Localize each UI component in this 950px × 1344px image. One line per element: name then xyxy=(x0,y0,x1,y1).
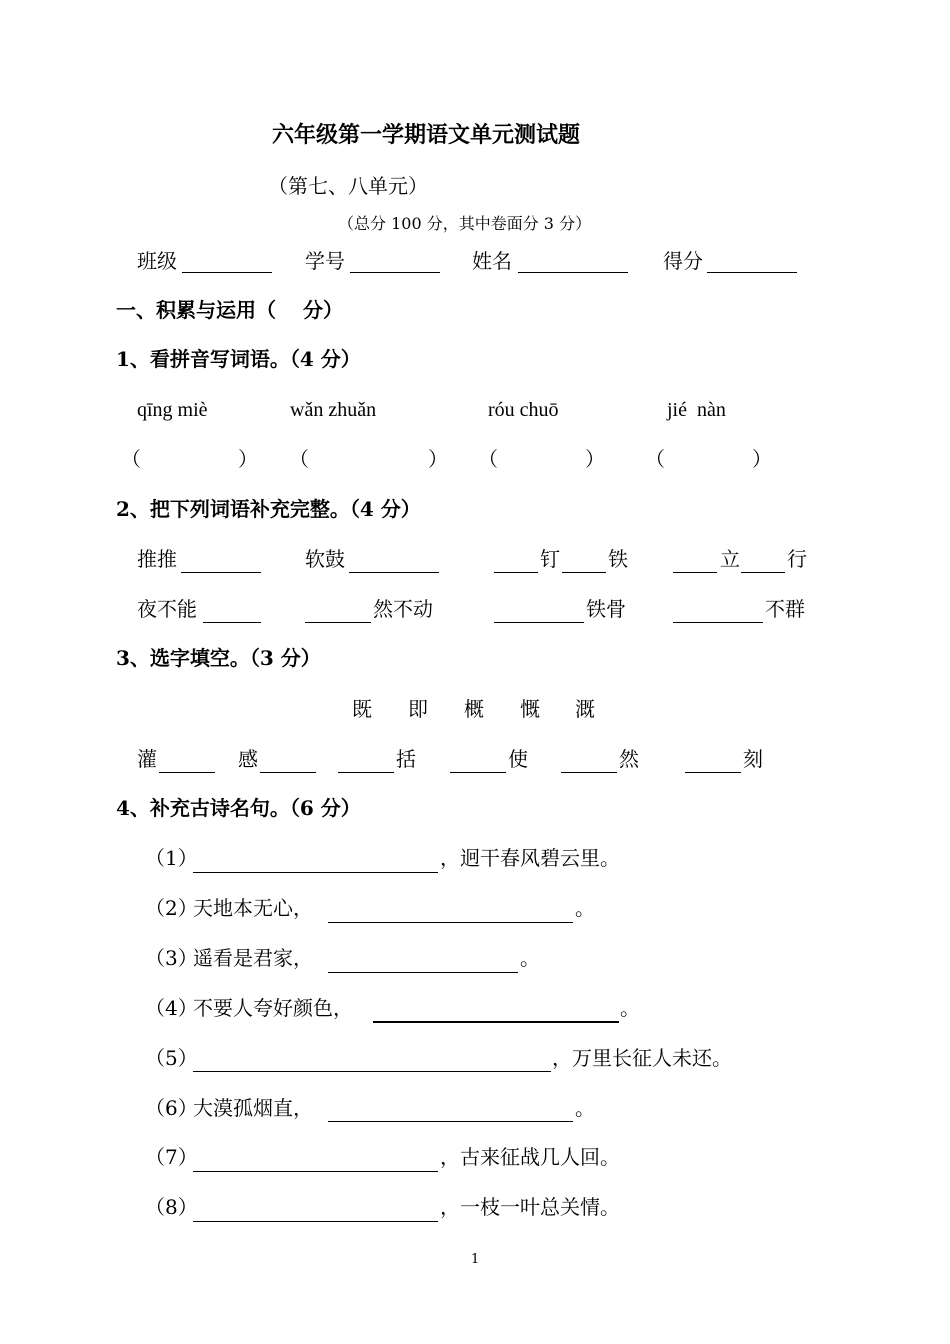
answer-paren-open: （ xyxy=(121,447,141,471)
choice-char: 概 xyxy=(464,697,484,721)
poem-text: 大漠孤烟直， xyxy=(193,1096,313,1120)
score-label: 得分 xyxy=(663,249,703,273)
answer-paren-open: （ xyxy=(478,447,498,471)
idiom-blank[interactable] xyxy=(741,572,785,573)
fill-blank[interactable] xyxy=(450,772,506,773)
idiom-char: 立 xyxy=(720,547,740,571)
fill-blank[interactable] xyxy=(260,772,316,773)
poem-text: 。 xyxy=(575,1096,595,1120)
pinyin-2: wǎn zhuǎn xyxy=(290,399,377,421)
poem-text: 。 xyxy=(620,996,640,1020)
fill-blank[interactable] xyxy=(338,772,394,773)
poem-blank[interactable] xyxy=(193,1171,438,1172)
poem-text: ，一枝一叶总关情。 xyxy=(440,1195,620,1219)
question-3-heading: 3、选字填空。（3 分） xyxy=(116,646,321,670)
student-number-label: 学号 xyxy=(305,249,345,273)
poem-item-number: （4） xyxy=(145,996,198,1020)
name-field[interactable] xyxy=(518,272,628,273)
answer-paren-open: （ xyxy=(645,447,665,471)
answer-paren-open: （ xyxy=(289,447,309,471)
idiom-blank[interactable] xyxy=(494,572,538,573)
poem-blank[interactable] xyxy=(193,1221,438,1222)
poem-text: ，万里长征人未还。 xyxy=(552,1046,732,1070)
poem-text: 不要人夸好颜色， xyxy=(193,996,353,1020)
student-number-field[interactable] xyxy=(350,272,440,273)
choice-char: 既 xyxy=(352,697,372,721)
pinyin-1: qīng miè xyxy=(137,399,208,421)
idiom-blank[interactable] xyxy=(494,622,584,623)
idiom-suffix: 铁骨 xyxy=(586,597,626,621)
poem-text: ，古来征战几人回。 xyxy=(440,1145,620,1169)
answer-paren-close: ） xyxy=(752,447,772,471)
class-label: 班级 xyxy=(137,249,177,273)
idiom-blank[interactable] xyxy=(673,572,717,573)
poem-item-number: （3） xyxy=(145,946,198,970)
section-heading: 一、积累与运用（ 分） xyxy=(116,298,343,322)
poem-item-number: （1） xyxy=(145,846,198,870)
idiom-blank[interactable] xyxy=(349,572,439,573)
idiom-suffix: 然不动 xyxy=(373,597,433,621)
poem-item-number: （8） xyxy=(145,1195,198,1219)
question-2-heading: 2、把下列词语补充完整。（4 分） xyxy=(116,497,421,521)
fill-char: 括 xyxy=(396,747,416,771)
pinyin-4: jié nàn xyxy=(667,399,726,421)
answer-paren-close: ） xyxy=(428,447,448,471)
question-1-heading: 1、看拼音写词语。（4 分） xyxy=(116,347,361,371)
idiom-blank[interactable] xyxy=(562,572,606,573)
poem-blank[interactable] xyxy=(328,972,518,973)
fill-char: 灌 xyxy=(137,747,157,771)
poem-item-number: （7） xyxy=(145,1145,198,1169)
idiom-suffix: 不群 xyxy=(765,597,805,621)
poem-text: 。 xyxy=(520,946,540,970)
fill-char: 刻 xyxy=(743,747,763,771)
fill-blank[interactable] xyxy=(561,772,617,773)
poem-text: 遥看是君家， xyxy=(193,946,313,970)
idiom-blank[interactable] xyxy=(673,622,763,623)
poem-item-number: （6） xyxy=(145,1096,198,1120)
choice-char: 即 xyxy=(408,697,428,721)
question-4-heading: 4、补充古诗名句。（6 分） xyxy=(116,796,361,820)
fill-blank[interactable] xyxy=(159,772,215,773)
pinyin-3: róu chuō xyxy=(488,399,559,421)
fill-char: 然 xyxy=(619,747,639,771)
poem-text: 。 xyxy=(575,896,595,920)
idiom-blank[interactable] xyxy=(203,622,261,623)
choice-char: 慨 xyxy=(520,697,540,721)
answer-paren-close: ） xyxy=(238,447,258,471)
choice-char: 溉 xyxy=(575,697,595,721)
score-note: （总分 100 分，其中卷面分 3 分） xyxy=(338,214,592,233)
poem-blank[interactable] xyxy=(373,1021,619,1023)
poem-text: 天地本无心， xyxy=(193,896,313,920)
poem-blank[interactable] xyxy=(193,872,438,873)
class-field[interactable] xyxy=(182,272,272,273)
idiom-prefix: 软鼓 xyxy=(305,547,345,571)
poem-item-number: （2） xyxy=(145,896,198,920)
score-field[interactable] xyxy=(707,272,797,273)
idiom-char: 行 xyxy=(787,547,807,571)
page-title: 六年级第一学期语文单元测试题 xyxy=(272,122,581,148)
poem-item-number: （5） xyxy=(145,1046,198,1070)
fill-char: 感 xyxy=(238,747,258,771)
idiom-char: 铁 xyxy=(608,547,628,571)
idiom-prefix: 夜不能 xyxy=(137,597,197,621)
unit-subtitle: （第七、八单元） xyxy=(268,174,428,198)
poem-blank[interactable] xyxy=(328,1121,573,1122)
poem-text: ，迥干春风碧云里。 xyxy=(440,846,620,870)
idiom-blank[interactable] xyxy=(181,572,261,573)
fill-char: 使 xyxy=(508,747,528,771)
answer-paren-close: ） xyxy=(585,447,605,471)
name-label: 姓名 xyxy=(472,249,512,273)
fill-blank[interactable] xyxy=(685,772,741,773)
poem-blank[interactable] xyxy=(328,922,573,923)
idiom-prefix: 推推 xyxy=(137,547,177,571)
page-number: 1 xyxy=(471,1252,480,1267)
idiom-blank[interactable] xyxy=(305,622,371,623)
poem-blank[interactable] xyxy=(193,1071,551,1072)
idiom-char: 钉 xyxy=(540,547,560,571)
